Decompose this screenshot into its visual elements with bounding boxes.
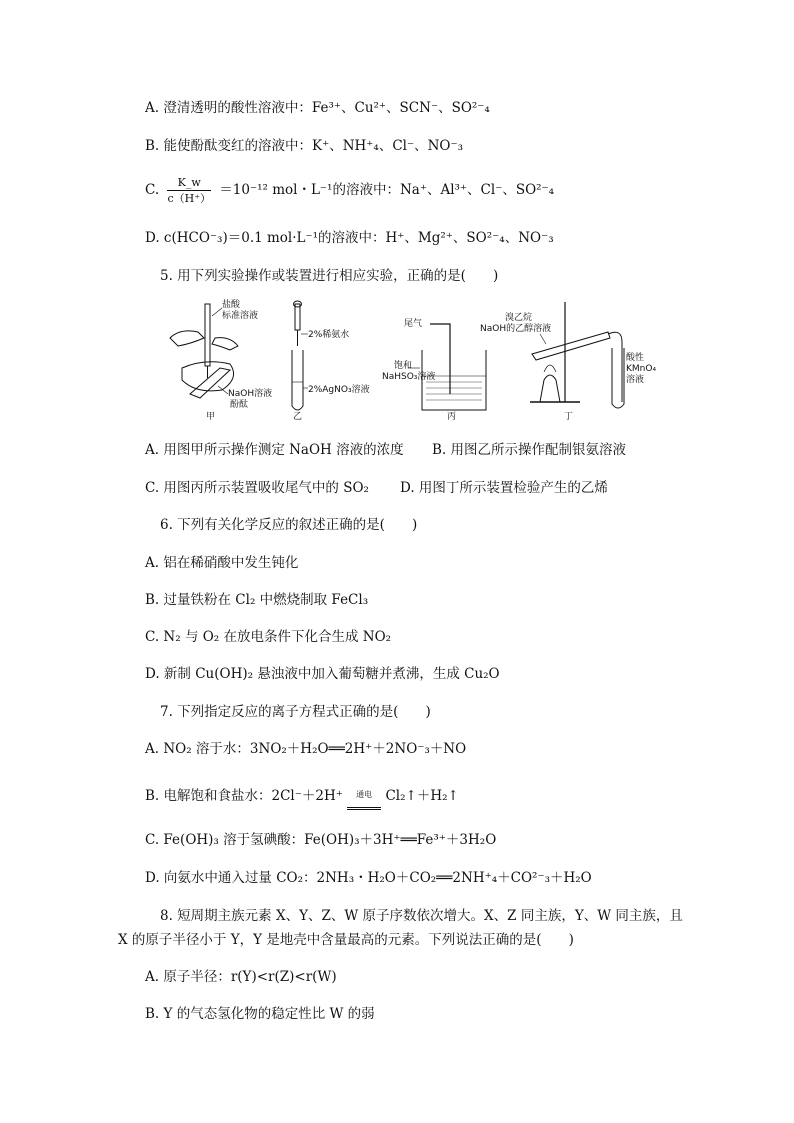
- q7-option-c: C. Fe(OH)₃ 溶于氢碘酸：Fe(OH)₃＋3H⁺══Fe³⁺＋3H₂O: [145, 832, 497, 848]
- label-tail-gas: 尾气: [404, 319, 423, 329]
- q5-option-c: C. 用图丙所示装置吸收尾气中的 SO₂: [145, 480, 369, 496]
- q4-option-a: A. 澄清透明的酸性溶液中：Fe³⁺、Cu²⁺、SCN⁻、SO²⁻₄: [145, 100, 490, 116]
- label-standard-solution: 标准溶液: [222, 311, 259, 321]
- label-dilute-ammonia: 2%稀氨水: [308, 330, 350, 340]
- q7-option-b-prefix: B. 电解饱和食盐水：2Cl⁻＋2H⁺: [145, 788, 343, 804]
- label-saturated: 饱和: [394, 361, 413, 371]
- q7-stem: 7. 下列指定反应的离子方程式正确的是( ): [160, 704, 431, 720]
- q7-option-b: [145, 785, 459, 806]
- q5-option-d: D. 用图丁所示装置检验产生的乙烯: [400, 480, 608, 496]
- label-yi: 乙: [293, 412, 303, 422]
- q6-option-c: C. N₂ 与 O₂ 在放电条件下化合生成 NO₂: [145, 629, 392, 645]
- q4-option-d: D. c(HCO⁻₃)＝0.1 mol·L⁻¹的溶液中：H⁺、Mg²⁺、SO²⁻₄、NO⁻₃: [145, 230, 554, 246]
- q5-option-b: B. 用图乙所示操作配制银氨溶液: [432, 442, 627, 458]
- q8-option-a: A. 原子半径：r(Y)<r(Z)<r(W): [145, 969, 337, 985]
- electrolysis-condition: 通电: [347, 785, 381, 805]
- q5-stem: 5. 用下列实验操作或装置进行相应实验，正确的是( ): [160, 268, 499, 284]
- label-nahso3-solution: NaHSO₃溶液: [382, 372, 436, 382]
- fraction-numerator: K_w: [167, 176, 211, 191]
- q4-option-c-suffix: ＝10⁻¹² mol・L⁻¹的溶液中：Na⁺、Al³⁺、Cl⁻、SO²⁻₄: [219, 182, 555, 198]
- q6-stem: 6. 下列有关化学反应的叙述正确的是( ): [160, 517, 418, 533]
- label-phenolphthalein: 酚酞: [230, 400, 249, 410]
- fraction-denominator: c（H⁺）: [167, 192, 211, 205]
- q7-option-a: A. NO₂ 溶于水：3NO₂＋H₂O══2H⁺＋2NO⁻₃＋NO: [145, 741, 467, 757]
- q7-option-b-suffix: Cl₂↑＋H₂↑: [385, 788, 459, 804]
- label-bromoethane: 溴乙烷: [505, 313, 533, 323]
- q8-stem-line2: X 的原子半径小于 Y，Y 是地壳中含量最高的元素。下列说法正确的是( ): [118, 932, 574, 948]
- label-acidic: 酸性: [626, 353, 645, 363]
- q8-stem-line1: 8. 短周期主族元素 X、Y、Z、W 原子序数依次增大。X、Z 同主族，Y、W 同主族，且: [160, 908, 683, 924]
- figure-ding: [480, 302, 656, 422]
- q6-option-a: A. 铝在稀硝酸中发生钝化: [145, 555, 299, 571]
- label-kmno4: KMnO₄: [626, 364, 657, 374]
- label-agno3-solution: 2%AgNO₃溶液: [308, 385, 370, 395]
- label-bing: 丙: [447, 412, 457, 422]
- figure-yi: [292, 301, 370, 422]
- label-solution: 溶液: [626, 375, 645, 385]
- q6-option-d: D. 新制 Cu(OH)₂ 悬浊液中加入葡萄糖并煮沸，生成 Cu₂O: [145, 666, 500, 682]
- label-jia: 甲: [206, 412, 216, 422]
- q4-option-c-prefix: C.: [145, 182, 160, 198]
- q5-option-a: A. 用图甲所示操作测定 NaOH 溶液的浓度: [145, 442, 404, 458]
- label-naoh-ethanol: NaOH的乙醇溶液: [480, 324, 552, 334]
- q6-option-b: B. 过量铁粉在 Cl₂ 中燃烧制取 FeCl₃: [145, 592, 369, 608]
- q8-option-b: B. Y 的气态氢化物的稳定性比 W 的弱: [145, 1006, 375, 1022]
- q4-option-c: [145, 176, 554, 205]
- q4-option-b: B. 能使酚酞变红的溶液中：K⁺、NH⁺₄、Cl⁻、NO⁻₃: [145, 138, 464, 154]
- figure-bing: [382, 317, 486, 422]
- q7-option-d: D. 向氨水中通入过量 CO₂：2NH₃・H₂O＋CO₂══2NH⁺₄＋CO²⁻₃＋H₂O: [145, 870, 592, 886]
- apparatus-figure: [160, 298, 657, 422]
- figure-jia: [170, 298, 272, 422]
- label-naoh-solution: NaOH溶液: [228, 389, 273, 399]
- label-hydrochloric-acid: 盐酸: [222, 300, 241, 310]
- label-ding: 丁: [564, 412, 574, 422]
- kw-fraction: [167, 176, 211, 205]
